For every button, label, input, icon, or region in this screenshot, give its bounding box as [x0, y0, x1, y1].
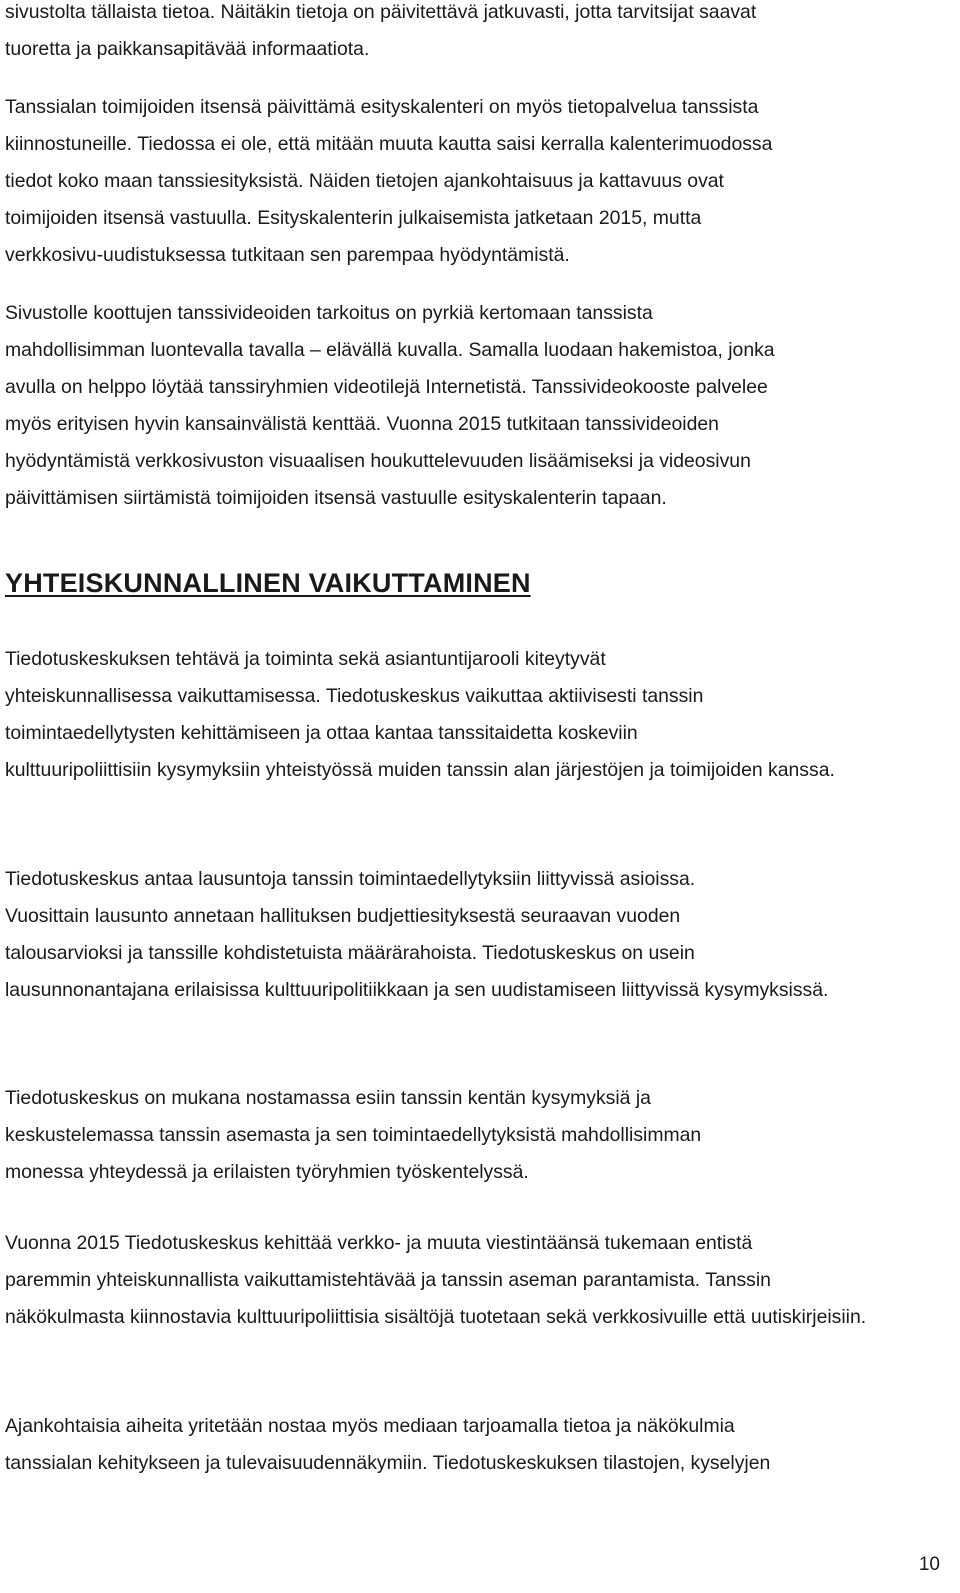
text-line: tuoretta ja paikkansapitävää informaatiota.	[5, 38, 370, 60]
text-line: hyödyntämistä verkkosivuston visuaalisen houkuttelevuuden lisäämiseksi ja videosivun	[5, 450, 751, 472]
text-line: myös erityisen hyvin kansainvälistä kenttää. Vuonna 2015 tutkitaan tanssivideoiden	[5, 413, 719, 435]
text-line: Tanssialan toimijoiden itsensä päivittämä esityskalenteri on myös tietopalvelua tanssista	[5, 96, 759, 118]
text-line: mahdollisimman luontevalla tavalla – elävällä kuvalla. Samalla luodaan hakemistoa, jonka	[5, 339, 775, 361]
text-line: sivustolta tällaista tietoa. Näitäkin tietoja on päivitettävä jatkuvasti, jotta tarvitsijat saavat	[5, 1, 757, 23]
paragraph-mukana	[5, 1080, 955, 1191]
text-line: Vuosittain lausunto annetaan hallituksen budjettiesityksestä seuraavan vuoden	[5, 905, 681, 927]
text-line: yhteiskunnallisessa vaikuttamisessa. Tiedotuskeskus vaikuttaa aktiivisesti tanssin	[5, 685, 704, 707]
text-line: monessa yhteydessä ja erilaisten työryhmien työskentelyssä.	[5, 1161, 529, 1183]
text-line: keskustelemassa tanssin asemasta ja sen toimintaedellytyksistä mahdollisimman	[5, 1124, 702, 1146]
text-line: päivittämisen siirtämistä toimijoiden itsensä vastuulle esityskalenterin tapaan.	[5, 487, 667, 509]
text-line: Tiedotuskeskus antaa lausuntoja tanssin toimintaedellytyksiin liittyvissä asioissa.	[5, 868, 696, 890]
paragraph-ajankohtaisia	[5, 1408, 955, 1482]
text-line: toimintaedellytysten kehittämiseen ja ottaa kantaa tanssitaidetta koskeviin	[5, 722, 638, 744]
paragraph-tehtava	[5, 641, 955, 789]
text-line: paremmin yhteiskunnallista vaikuttamistehtävää ja tanssin aseman parantamista. Tanssin	[5, 1269, 771, 1291]
paragraph-tanssivideot	[5, 295, 955, 517]
text-line: Vuonna 2015 Tiedotuskeskus kehittää verkko- ja muuta viestintäänsä tukemaan entistä	[5, 1232, 753, 1254]
paragraph-intro-continuation	[5, 0, 955, 68]
text-line: kulttuuripoliittisiin kysymyksiin yhteistyössä muiden tanssin alan järjestöjen ja	[5, 759, 665, 781]
text-line: tiedot koko maan tanssiesityksistä. Näiden tietojen ajankohtaisuus ja kattavuus ovat	[5, 170, 724, 192]
text-line: Tiedotuskeskus on mukana nostamassa esiin tanssin kentän kysymyksiä ja	[5, 1087, 651, 1109]
text-line: verkkosivu-uudistuksessa tutkitaan sen parempaa hyödyntämistä.	[5, 244, 570, 266]
text-line: toimijoiden kanssa.	[669, 759, 835, 781]
text-line: talousarvioksi ja tanssille kohdistetuista määrärahoista. Tiedotuskeskus on usein	[5, 942, 695, 964]
text-line: näkökulmasta kiinnostavia kulttuuripoliittisia sisältöjä tuotetaan sekä verkkosivuille että	[5, 1306, 746, 1328]
text-line: lausunnonantajana erilaisissa kulttuuripolitiikkaan ja sen uudistamiseen liittyvissä	[5, 979, 700, 1001]
text-line: uutiskirjeisiin.	[750, 1306, 867, 1328]
paragraph-vuonna-2015	[5, 1225, 955, 1336]
text-line: avulla on helppo löytää tanssiryhmien videotilejä Internetistä. Tanssivideokooste palvelee	[5, 376, 768, 398]
page-number: 10	[918, 1554, 940, 1575]
text-line: toimijoiden itsensä vastuulla. Esityskalenterin julkaisemista jatketaan 2015, mutta	[5, 207, 702, 229]
text-line: kysymyksissä.	[704, 979, 829, 1001]
text-line: Sivustolle koottujen tanssivideoiden tarkoitus on pyrkiä kertomaan tanssista	[5, 302, 653, 324]
paragraph-lausunnot	[5, 861, 955, 1009]
text-line: Ajankohtaisia aiheita yritetään nostaa myös mediaan tarjoamalla tietoa ja näkökulmia	[5, 1415, 735, 1437]
text-line: tanssialan kehitykseen ja tulevaisuudennäkymiin. Tiedotuskeskuksen tilastojen, kyselyjen	[5, 1452, 771, 1474]
paragraph-esityskalenteri	[5, 89, 955, 274]
section-heading: YHTEISKUNNALLINEN VAIKUTTAMINEN	[5, 568, 531, 598]
text-line: Tiedotuskeskuksen tehtävä ja toiminta sekä asiantuntijarooli kiteytyvät	[5, 648, 606, 670]
text-line: kiinnostuneille. Tiedossa ei ole, että mitään muuta kautta saisi kerralla kalenterimuodossa	[5, 133, 773, 155]
